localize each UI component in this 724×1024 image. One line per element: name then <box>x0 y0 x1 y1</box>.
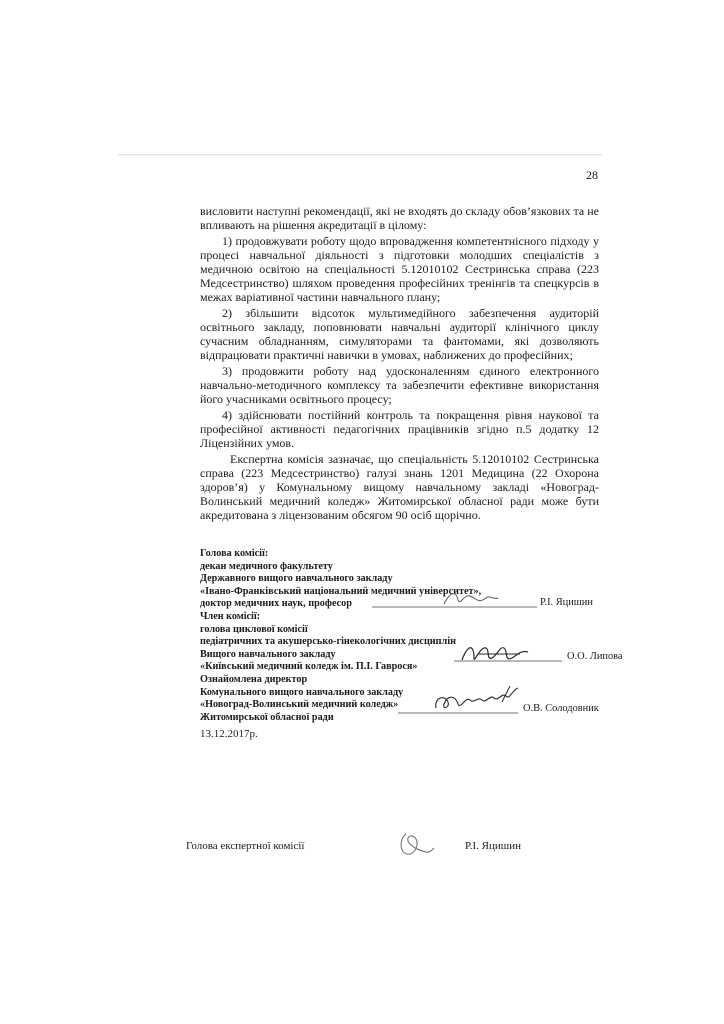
footer-handwritten-signature <box>396 826 436 862</box>
paragraph-conclusion: Експертна комісія зазначає, що спеціальність 5.12010102 Сестринська справа (223 Медсестринство) галузі знань 1201 Медицина (22 Охорона здоров’я) у Комунальному вищому навчальному закладі «Новоград-Волинський медичний коледж» Житомирської обласної ради може бути акредитована з ліцензованим обсягом 90 осіб щорічно. <box>200 452 599 522</box>
footer-right-name: Р.І. Яцишин <box>465 840 522 852</box>
chair-line: доктор медичних наук, професор <box>200 598 352 610</box>
chair-name: Р.І. Яцишин <box>540 597 593 608</box>
member-name: О.О. Липова <box>567 651 623 662</box>
signatures-block <box>200 548 610 724</box>
page-number: 28 <box>586 168 598 182</box>
director-label: Ознайомлена директор <box>200 673 308 685</box>
member-label: Член комісії: <box>200 610 261 622</box>
footer-left-label: Голова експертної комісії <box>186 840 305 852</box>
member-line: голова циклової комісії <box>200 623 308 635</box>
director-line: «Новоград-Волинський медичний коледж» <box>200 699 399 711</box>
chair-line: Державного вищого навчального закладу <box>200 573 393 585</box>
member-line: педіатричних та акушерсько-гінекологічних дисциплін <box>200 636 456 648</box>
paragraph-recommendation-2: 2) збільшити відсоток мультимедійного забезпечення аудиторій освітнього закладу, поповнювати навчальні аудиторії клінічного циклу сучасним обладнанням, симуляторами та фантомами, які дозволяють відпрацювати практичні навички в умовах, наближених до професійних; <box>200 306 599 362</box>
chair-line: декан медичного факультету <box>200 560 333 572</box>
paragraph-recommendation-1: 1) продовжувати роботу щодо впровадження компетентнісного підходу у процесі навчальної діяльності з підготовки молодших спеціалістів з медичною освітою на спеціальності 5.12010102 Сестринська справа (223 Медсестринство) шляхом проведення професійних тренінгів та спецкурсів в межах варіативної частини навчального плану; <box>200 234 599 304</box>
director-handwritten-signature <box>432 684 522 716</box>
member-line: «Київський медичний коледж ім. П.І. Гаврося» <box>200 661 418 673</box>
chair-line: «Івано-Франківський національний медичний університет», <box>200 585 482 597</box>
page-edge <box>118 154 602 156</box>
paragraph-recommendation-4: 4) здійснювати постійний контроль та покращення рівня наукової та професійної активності педагогічних працівників згідно п.5 додатку 12 Ліцензійних умов. <box>200 408 599 450</box>
member-line: Вищого навчального закладу <box>200 648 336 660</box>
director-name: О.В. Солодовник <box>523 703 599 714</box>
director-line: Комунального вищого навчального закладу <box>200 686 404 698</box>
chair-handwritten-signature <box>440 586 500 610</box>
director-line: Житомирської обласної ради <box>200 711 334 723</box>
member-handwritten-signature <box>460 640 530 668</box>
paragraph-recommendation-3: 3) продовжити роботу над удосконаленням єдиного електронного навчально-методичного комплексу та забезпечити ефективне використання його учасниками освітнього процесу; <box>200 364 599 406</box>
chair-label: Голова комісії: <box>200 548 269 559</box>
paragraph-intro: висловити наступні рекомендації, які не входять до складу обов’язкових та не впливають на рішення акредитації в цілому: <box>200 204 599 232</box>
document-date: 13.12.2017р. <box>200 728 258 740</box>
recommendations-body <box>200 204 599 524</box>
